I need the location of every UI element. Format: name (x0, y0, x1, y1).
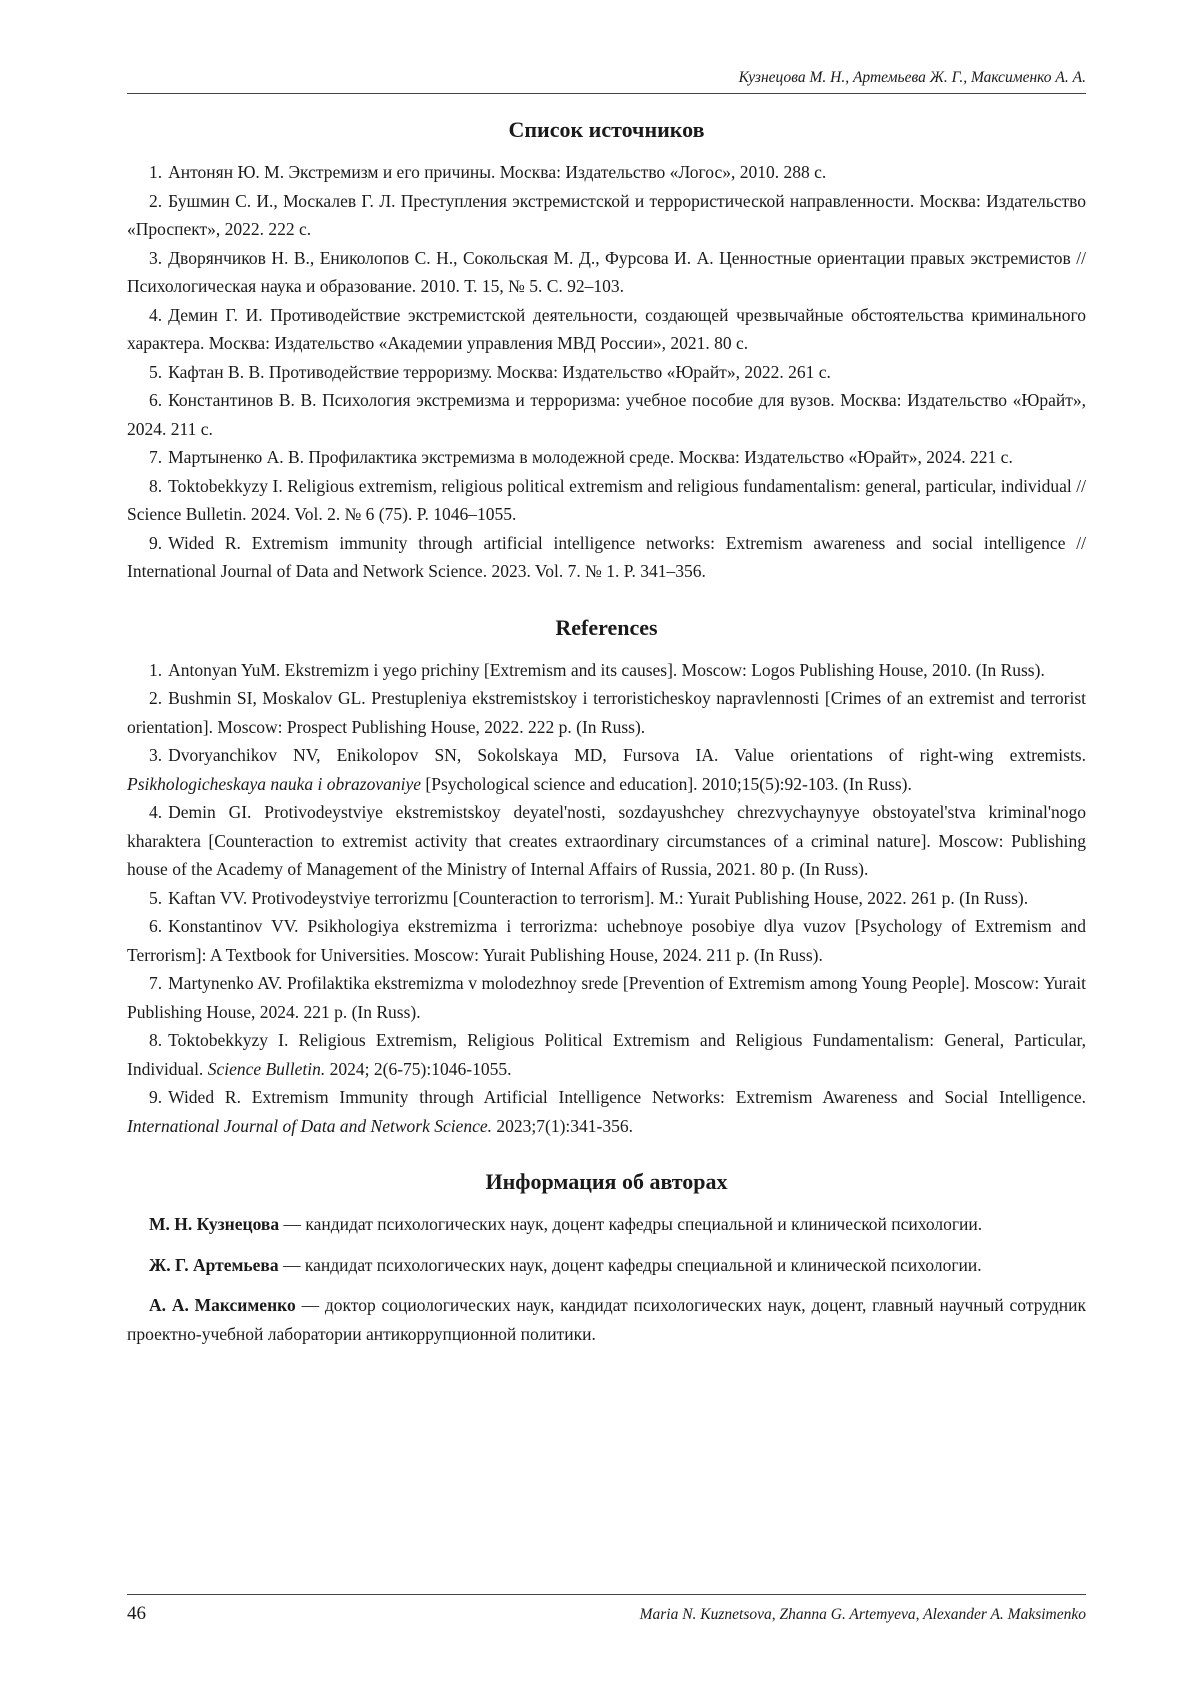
reference-item: 8. Toktobekkyzy I. Religious Extremism, Religious Political Extremism and Religious Fundamentalism: General, Particular, Individual. Science Bulletin. 2024; 2(6-75):1046-1055. (127, 1030, 1086, 1079)
source-item: 6. Константинов В. В. Психология экстремизма и терроризма: учебное пособие для вузов. Москва: Издательство «Юрайт», 2024. 211 с. (127, 390, 1086, 439)
footer-authors: Maria N. Kuznetsova, Zhanna G. Artemyeva, Alexander A. Maksimenko (639, 1606, 1086, 1623)
reference-item: 2. Bushmin SI, Moskalov GL. Prestupleniya ekstremistskoy i terroristicheskoy napravlennosti [Crimes of an extremist and terrorist orientation]. Moscow: Prospect Publishing House, 2022. 222 p. (In Russ). (127, 688, 1086, 737)
reference-item: 9. Wided R. Extremism Immunity through Artificial Intelligence Networks: Extremism Awareness and Social Intelligence. International Journal of Data and Network Science. 2023;7(1):341-356. (127, 1087, 1086, 1136)
sources-heading: Список источников (508, 117, 705, 142)
reference-item: 7. Martynenko AV. Profilaktika ekstremizma v molodezhnoy srede [Prevention of Extremism among Young People]. Moscow: Yurait Publishing House, 2024. 221 p. (In Russ). (127, 973, 1086, 1022)
reference-item: 6. Konstantinov VV. Psikhologiya ekstremizma i terrorizma: uchebnoye posobiye dlya vuzov [Psychology of Extremism and Terrorism]: A Textbook for Universities. Moscow: Yurait Publishing House, 2024. 211 p. (In Russ). (127, 916, 1086, 965)
source-item: 5. Кафтан В. В. Противодействие терроризму. Москва: Издательство «Юрайт», 2022. 261 с. (149, 361, 831, 382)
page-footer (127, 1594, 1086, 1625)
source-item: 4. Демин Г. И. Противодействие экстремистской деятельности, создающей чрезвычайные обстоятельства криминального характера. Москва: Издательство «Академии управления МВД России», 2021. 80 с. (127, 304, 1086, 353)
source-item: 1. Антонян Ю. М. Экстремизм и его причины. Москва: Издательство «Логос», 2010. 288 с. (149, 162, 827, 182)
author-item: А. А. Максименко — доктор социологических наук, кандидат психологических наук, доцент, главный научный сотрудник проектно-учебной лаборатории антикоррупционной политики. (127, 1295, 1086, 1344)
author-item: Ж. Г. Артемьева — кандидат психологических наук, доцент кафедры специальной и клинической психологии. (149, 1254, 982, 1275)
source-item: 8. Toktobekkyzy I. Religious extremism, religious political extremism and religious fundamentalism: general, particular, individual // Science Bulletin. 2024. Vol. 2. № 6 (75). P. 1046–1055. (127, 475, 1086, 524)
authors-heading: Информация об авторах (485, 1169, 728, 1194)
source-item: 2. Бушмин С. И., Москалев Г. Л. Преступления экстремистской и террористической направленности. Москва: Издательство «Проспект», 2022. 222 с. (127, 190, 1086, 239)
page-number: 46 (127, 1603, 146, 1624)
reference-item: 1. Antonyan YuM. Ekstremizm i yego prichiny [Extremism and its causes]. Moscow: Logos Publishing House, 2010. (In Russ). (149, 659, 1045, 680)
references-list (127, 656, 1086, 1141)
reference-item: 4. Demin GI. Protivodeystviye ekstremistskoy deyatel'nosti, sozdayushchey chrezvychaynyye obstoyatel'stva kriminal'nogo kharaktera [Counteraction to extremist activity that creates extraordinary circumstances of a criminal nature]. Moscow: Publishing house of the Academy of Management of the Ministry of Internal Affairs of Russia, 2021. 80 p. (In Russ). (127, 802, 1086, 879)
running-head: Кузнецова М. Н., Артемьева Ж. Г., Максименко А. А. (127, 68, 1086, 94)
reference-item: 5. Kaftan VV. Protivodeystviye terrorizmu [Counteraction to terrorism]. M.: Yurait Publishing House, 2022. 261 p. (In Russ). (149, 887, 1029, 908)
author-item: М. Н. Кузнецова — кандидат психологических наук, доцент кафедры специальной и клинической психологии. (149, 1214, 983, 1234)
source-item: 3. Дворянчиков Н. В., Ениколопов С. Н., Сокольская М. Д., Фурсова И. А. Ценностные ориентации правых экстремистов // Психологическая наука и образование. 2010. Т. 15, № 5. С. 92–103. (127, 247, 1086, 296)
authors-list (127, 1210, 1086, 1348)
page (127, 68, 1086, 1360)
source-item: 9. Wided R. Extremism immunity through artificial intelligence networks: Extremism awareness and social intelligence // International Journal of Data and Network Science. 2023. Vol. 7. № 1. P. 341–356. (127, 532, 1086, 581)
reference-item: 3. Dvoryanchikov NV, Enikolopov SN, Sokolskaya MD, Fursova IA. Value orientations of right-wing extremists. Psikhologicheskaya nauka i obrazovaniye [Psychological science and education]. 2010;15(5):92-103. (In Russ). (127, 745, 1086, 794)
source-item: 7. Мартыненко А. В. Профилактика экстремизма в молодежной среде. Москва: Издательство «Юрайт», 2024. 221 с. (149, 447, 1013, 467)
references-heading: References (555, 614, 658, 640)
sources-list (127, 158, 1086, 586)
